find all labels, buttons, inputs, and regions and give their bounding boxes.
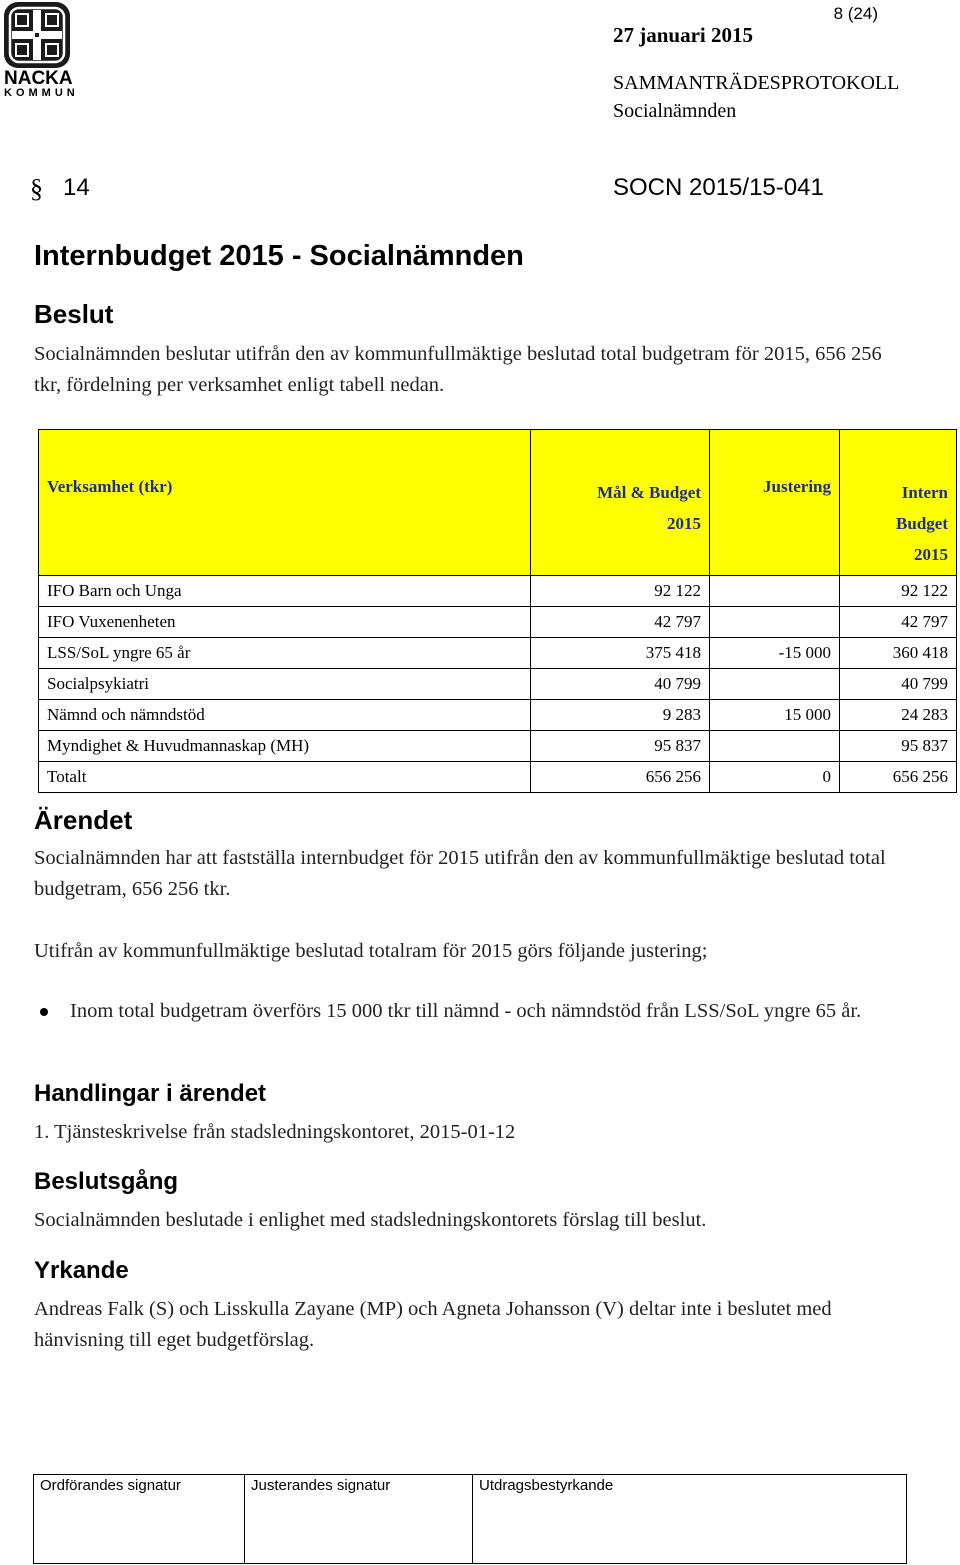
nacka-kommun-logo bbox=[4, 2, 79, 99]
cell-intern-budget: 360 418 bbox=[840, 638, 957, 669]
cell-intern-budget: 92 122 bbox=[840, 576, 957, 607]
cell-mal-budget: 95 837 bbox=[531, 731, 710, 762]
cell-verksamhet: Socialpsykiatri bbox=[39, 669, 531, 700]
logo-name: NACKA bbox=[4, 68, 73, 89]
bullet-icon bbox=[40, 1008, 48, 1016]
header-justering: Justering bbox=[710, 430, 840, 576]
cell-mal-budget: 40 799 bbox=[531, 669, 710, 700]
handlingar-heading: Handlingar i ärendet bbox=[34, 1080, 267, 1107]
cell-justering bbox=[710, 576, 840, 607]
cell-verksamhet: Totalt bbox=[39, 762, 531, 793]
chair-signature-field[interactable] bbox=[34, 1475, 245, 1564]
cell-justering: 15 000 bbox=[710, 700, 840, 731]
logo-sub: KOMMUN bbox=[4, 87, 79, 99]
cell-justering bbox=[710, 607, 840, 638]
cell-mal-budget: 42 797 bbox=[531, 607, 710, 638]
cell-justering bbox=[710, 731, 840, 762]
beslutsgang-heading: Beslutsgång bbox=[34, 1168, 179, 1195]
table-row bbox=[39, 607, 957, 638]
table-row bbox=[39, 700, 957, 731]
table-header-row bbox=[39, 430, 957, 576]
cell-verksamhet: IFO Barn och Unga bbox=[39, 576, 531, 607]
arendet-text: Socialnämnden har att fastställa internbudget för 2015 utifrån den av kommunfullmäktige beslutad total budgetram, 656 256 tkr. bbox=[34, 847, 886, 900]
page-number: 8 (24) bbox=[833, 4, 878, 23]
committee-name: Socialnämnden bbox=[613, 100, 737, 122]
header-mal-budget: Mål & Budget 2015 bbox=[531, 430, 710, 576]
paragraph-sign: § bbox=[30, 174, 43, 203]
cell-mal-budget: 375 418 bbox=[531, 638, 710, 669]
cell-intern-budget: 24 283 bbox=[840, 700, 957, 731]
cell-verksamhet: Nämnd och nämndstöd bbox=[39, 700, 531, 731]
cell-justering: -15 000 bbox=[710, 638, 840, 669]
cell-mal-budget: 9 283 bbox=[531, 700, 710, 731]
extract-certification-label: Utdragsbestyrkande bbox=[479, 1477, 614, 1494]
beslutsgang-text: Socialnämnden beslutade i enlighet med stadsledningskontorets förslag till beslut. bbox=[34, 1209, 707, 1231]
chair-signature-label: Ordförandes signatur bbox=[40, 1477, 181, 1494]
handlingar-item: 1. Tjänsteskrivelse från stadsledningskontoret, 2015-01-12 bbox=[34, 1121, 516, 1143]
arendet-heading: Ärendet bbox=[34, 805, 133, 835]
beslut-heading: Beslut bbox=[34, 299, 114, 329]
page-title: Internbudget 2015 - Socialnämnden bbox=[34, 240, 524, 272]
paragraph-number: 14 bbox=[63, 174, 90, 201]
cell-verksamhet: IFO Vuxenenheten bbox=[39, 607, 531, 638]
protocol-type: SAMMANTRÄDESPROTOKOLL bbox=[613, 72, 900, 94]
table-row bbox=[39, 576, 957, 607]
arendet-bullet-text: Inom total budgetram överförs 15 000 tkr till nämnd - och nämndstöd från LSS/SoL yngre 65 år. bbox=[70, 1000, 862, 1022]
nacka-emblem-icon bbox=[4, 2, 70, 68]
yrkande-text: Andreas Falk (S) och Lisskulla Zayane (MP) och Agneta Johansson (V) deltar inte i beslutet med hänvisning till eget budgetförslag. bbox=[34, 1298, 832, 1351]
budget-table bbox=[38, 429, 957, 793]
case-number: SOCN 2015/15-041 bbox=[613, 174, 824, 201]
cell-intern-budget: 42 797 bbox=[840, 607, 957, 638]
adjuster-signature-label: Justerandes signatur bbox=[251, 1477, 391, 1494]
meeting-date: 27 januari 2015 bbox=[613, 23, 754, 47]
cell-verksamhet: LSS/SoL yngre 65 år bbox=[39, 638, 531, 669]
cell-mal-budget: 656 256 bbox=[531, 762, 710, 793]
header-verksamhet: Verksamhet (tkr) bbox=[39, 430, 531, 576]
table-row bbox=[39, 638, 957, 669]
table-row-total bbox=[39, 762, 957, 793]
cell-verksamhet: Myndighet & Huvudmannaskap (MH) bbox=[39, 731, 531, 762]
arendet-adjustment-intro: Utifrån av kommunfullmäktige beslutad totalram för 2015 görs följande justering; bbox=[34, 940, 708, 962]
yrkande-heading: Yrkande bbox=[34, 1257, 129, 1284]
cell-intern-budget: 95 837 bbox=[840, 731, 957, 762]
cell-intern-budget: 656 256 bbox=[840, 762, 957, 793]
cell-justering bbox=[710, 669, 840, 700]
beslut-text: Socialnämnden beslutar utifrån den av kommunfullmäktige beslutad total budgetram för 2015, 656 256 tkr, fördelning per verksamhet enligt tabell nedan. bbox=[34, 343, 882, 396]
adjuster-signature-field[interactable] bbox=[245, 1475, 473, 1564]
table-row bbox=[39, 731, 957, 762]
cell-justering: 0 bbox=[710, 762, 840, 793]
table-row bbox=[39, 669, 957, 700]
header-intern-budget: Intern Budget 2015 bbox=[840, 430, 957, 576]
signature-table bbox=[33, 1474, 907, 1564]
extract-certification-field[interactable] bbox=[473, 1475, 907, 1564]
cell-intern-budget: 40 799 bbox=[840, 669, 957, 700]
cell-mal-budget: 92 122 bbox=[531, 576, 710, 607]
